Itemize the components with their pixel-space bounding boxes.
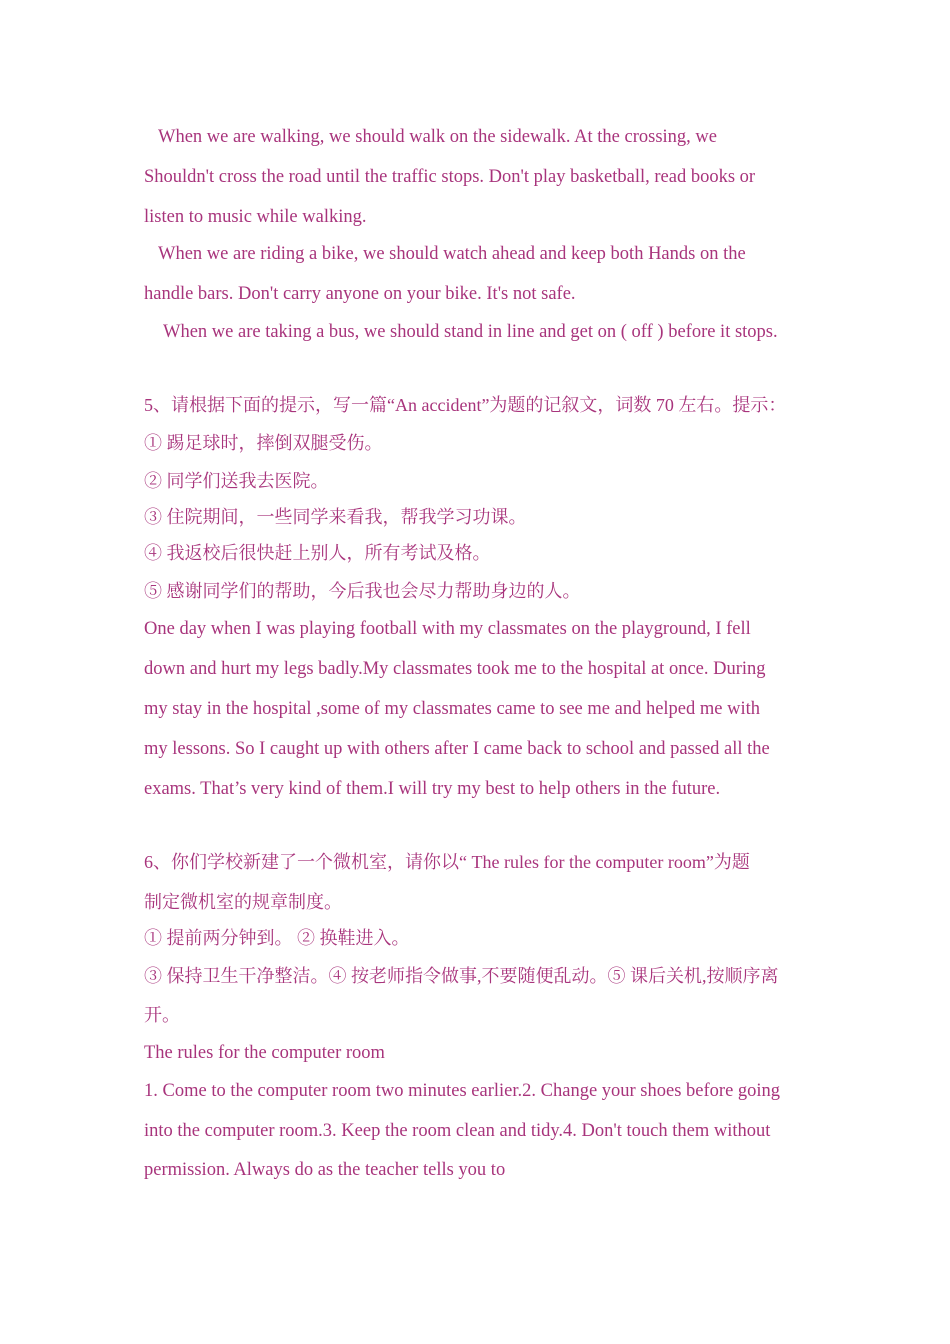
section5-prompt: 5、请根据下面的提示，写一篇“An accident”为题的记叙文，词数 70 左右。提示： (144, 395, 787, 415)
section5-essay-line-5: exams. That’s very kind of them.I will try my best to help others in the future. (144, 779, 721, 799)
section5-essay-line-1: One day when I was playing football with my classmates on the playground, I fell (144, 619, 751, 639)
walking-paragraph-line-1: When we are walking, we should walk on the sidewalk. At the crossing, we (158, 127, 717, 147)
riding-paragraph-line-2: handle bars. Don't carry anyone on your bike. It's not safe. (144, 284, 576, 304)
section5-essay-line-4: my lessons. So I caught up with others after I came back to school and passed all the (144, 739, 770, 759)
section6-prompt-line-2: 制定微机室的规章制度。 (144, 892, 342, 912)
section6-prompt-line-1: 6、你们学校新建了一个微机室，请你以“ The rules for the computer room”为题 (144, 852, 750, 872)
section6-essay-line-2: into the computer room.3. Keep the room clean and tidy.4. Don't touch them without (144, 1121, 771, 1141)
section6-hints-line-3: 开。 (144, 1005, 180, 1025)
section5-essay-line-3: my stay in the hospital ,some of my classmates came to see me and helped me with (144, 699, 761, 719)
section6-essay-line-1: 1. Come to the computer room two minutes earlier.2. Change your shoes before going (144, 1081, 781, 1101)
section5-hint-4: ④ 我返校后很快赶上别人，所有考试及格。 (144, 543, 491, 563)
section5-hint-2: ② 同学们送我去医院。 (144, 471, 329, 491)
section5-hint-5: ⑤ 感谢同学们的帮助，今后我也会尽力帮助身边的人。 (144, 581, 581, 601)
section6-hints-line-2: ③ 保持卫生干净整洁。④ 按老师指令做事,不要随便乱动。⑤ 课后关机,按顺序离 (144, 966, 779, 986)
section6-essay-title: The rules for the computer room (144, 1043, 385, 1063)
section6-hints-line-1: ① 提前两分钟到。 ② 换鞋进入。 (144, 928, 410, 948)
section6-essay-line-3: permission. Always do as the teacher tells you to (144, 1160, 506, 1180)
riding-paragraph-line-1: When we are riding a bike, we should watch ahead and keep both Hands on the (158, 244, 746, 264)
section5-hint-3: ③ 住院期间，一些同学来看我，帮我学习功课。 (144, 507, 527, 527)
walking-paragraph-line-3: listen to music while walking. (144, 207, 367, 227)
section5-hint-1: ① 踢足球时，摔倒双腿受伤。 (144, 433, 383, 453)
walking-paragraph-line-2: Shouldn't cross the road until the traffic stops. Don't play basketball, read books or (144, 167, 756, 187)
section5-essay-line-2: down and hurt my legs badly.My classmates took me to the hospital at once. During (144, 659, 766, 679)
bus-paragraph-line-1: When we are taking a bus, we should stand in line and get on ( off ) before it stops. (163, 322, 778, 342)
